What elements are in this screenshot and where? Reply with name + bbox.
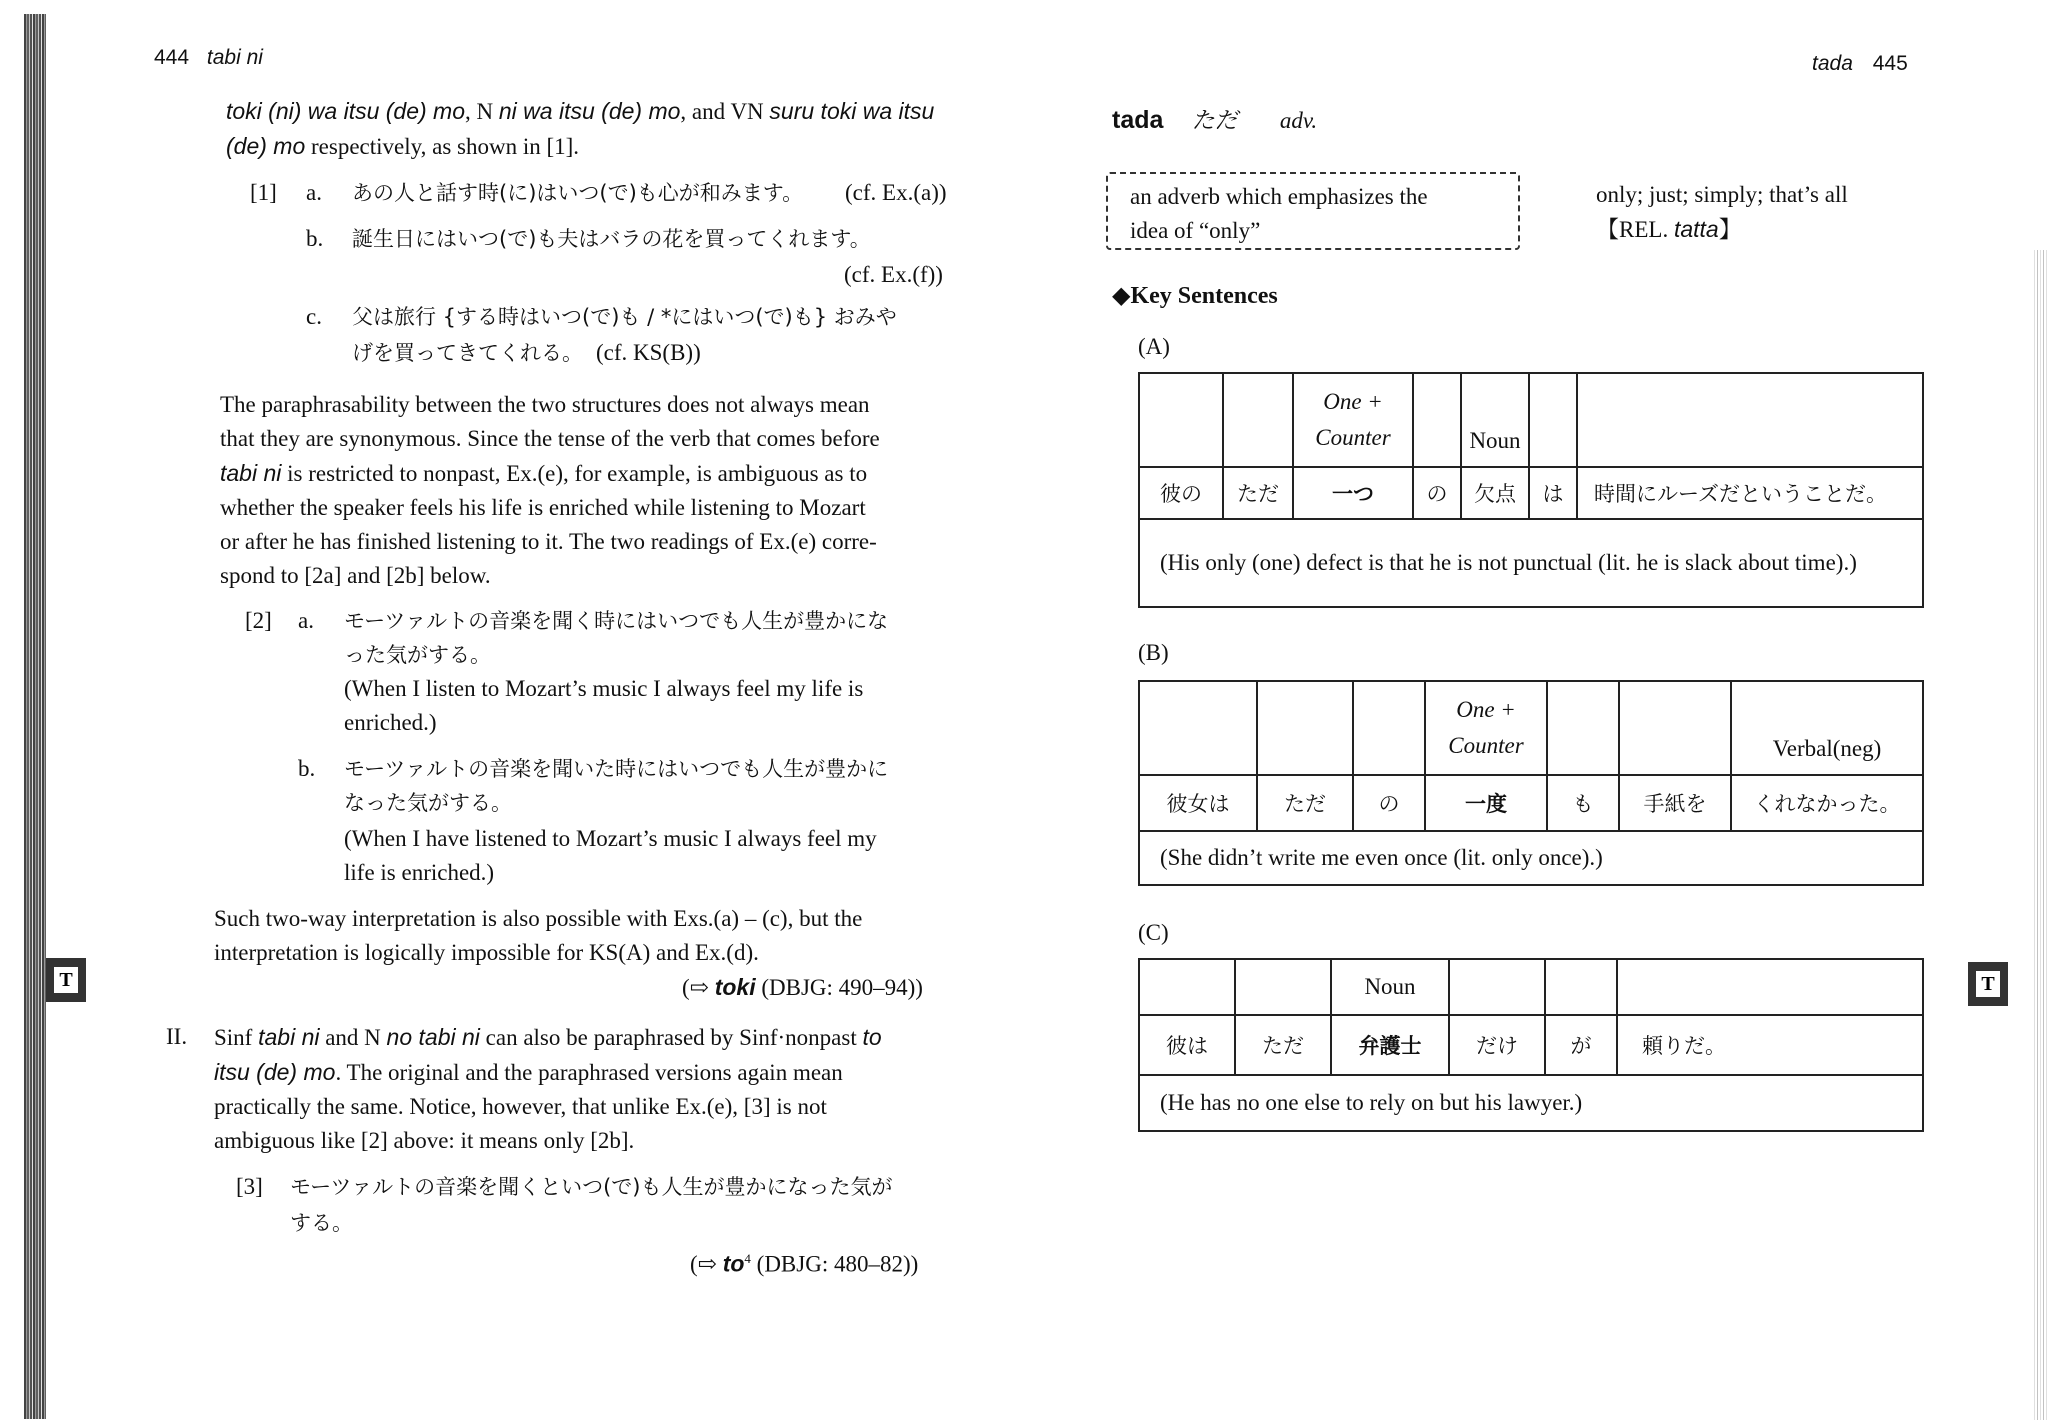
- paragraph-line: that they are synonymous. Since the tense of the verb that comes before: [220, 426, 880, 451]
- cross-reference: [690, 1242, 918, 1282]
- paragraph-line: ambiguous like [2] above: it means only [2b].: [214, 1128, 635, 1153]
- table-cell: 弁護士: [1331, 1015, 1449, 1075]
- paragraph-line: Sinf: [214, 1025, 259, 1050]
- cross-reference: [682, 970, 923, 1005]
- table-cell: ただ: [1235, 1015, 1331, 1075]
- key-sentence-table: [1138, 680, 1924, 886]
- cross-reference-superscript: 4: [744, 1251, 751, 1266]
- paraphrase-paragraph: [220, 388, 970, 593]
- table-cell: 彼の: [1139, 467, 1223, 519]
- cross-reference-text: (DBJG: 480–82)): [750, 1251, 919, 1277]
- key-sentence-table: [1138, 958, 1924, 1132]
- paragraph-line: whether the speaker feels his life is enriched while listening to Mozart: [220, 495, 866, 520]
- paragraph-form: no tabi ni: [386, 1024, 480, 1050]
- example-reference: (cf. Ex.(a)): [845, 180, 947, 205]
- table-header-cell: Noun: [1331, 959, 1449, 1015]
- example-translation: life is enriched.): [344, 860, 495, 885]
- cross-reference-arrow: (⇨: [690, 1251, 723, 1277]
- table-header-row: [1139, 959, 1923, 1015]
- translation-cell: (He has no one else to rely on but his lawyer.): [1139, 1075, 1923, 1131]
- translation-cell: (His only (one) defect is that he is not punctual (lit. he is slack about time).): [1139, 519, 1923, 607]
- example-label: b.: [298, 756, 316, 781]
- table-header-cell: [1257, 681, 1353, 775]
- example-japanese: げを買ってきてくれる。: [352, 341, 583, 365]
- related-label: 【REL.: [1596, 217, 1674, 242]
- paragraph-form: tabi ni: [220, 460, 282, 486]
- example-label: a.: [298, 608, 314, 633]
- gloss: [1596, 178, 1848, 247]
- example-reference: (cf. KS(B)): [596, 340, 701, 365]
- table-header-cell: [1139, 373, 1223, 467]
- cross-reference-arrow: (⇨: [682, 975, 715, 1000]
- table-cell: 彼は: [1139, 1015, 1235, 1075]
- intro-text: respectively, as shown in [1].: [305, 134, 580, 159]
- example-translation: enriched.): [344, 710, 437, 735]
- related-word: tatta: [1673, 216, 1719, 242]
- table-header-row: [1139, 681, 1923, 775]
- intro-text: , and VN: [680, 99, 770, 124]
- table-cell: 時間にルーズだということだ。: [1577, 467, 1923, 519]
- table-header-cell: [1619, 681, 1731, 775]
- table-cell: ただ: [1257, 775, 1353, 831]
- table-header-cell: [1547, 681, 1619, 775]
- table-label: (A): [1138, 334, 1170, 359]
- left-page-header: [154, 46, 263, 70]
- example-number: [1]: [250, 180, 277, 205]
- page-scan-edge-right: [2034, 250, 2048, 1420]
- table-row: [1139, 1015, 1923, 1075]
- table-note-row: [1139, 519, 1923, 607]
- table-cell: 欠点: [1461, 467, 1529, 519]
- cross-reference-text: (DBJG: 490–94)): [755, 975, 923, 1000]
- section-number: II.: [166, 1024, 188, 1049]
- table-label: (C): [1138, 920, 1169, 945]
- thumb-index-tab: [46, 958, 86, 1002]
- table-header-cell: Noun: [1461, 373, 1529, 467]
- intro-paragraph: [226, 94, 966, 164]
- table-cell: 一つ: [1293, 467, 1413, 519]
- table-header-cell: [1449, 959, 1545, 1015]
- table-header-cell: [1353, 681, 1425, 775]
- page-number: 444: [154, 46, 190, 69]
- table-cell: 一度: [1425, 775, 1547, 831]
- running-head: tabi ni: [206, 46, 263, 69]
- key-sentence-table: [1138, 372, 1924, 608]
- table-header-cell: [1529, 373, 1577, 467]
- cross-reference-word: to: [722, 1250, 745, 1277]
- page-scan-edge: [24, 14, 46, 1419]
- example-label: a.: [306, 180, 322, 205]
- table-header-cell: [1139, 959, 1235, 1015]
- table-cell: の: [1353, 775, 1425, 831]
- table-header-cell: [1235, 959, 1331, 1015]
- table-header-cell: [1425, 681, 1547, 775]
- right-page-header: [1812, 52, 1908, 76]
- paragraph-line: or after he has finished listening to it. The two readings of Ex.(e) corre-: [220, 529, 877, 554]
- interpretation-paragraph: [214, 902, 974, 970]
- related-bracket: 】: [1718, 217, 1742, 242]
- page-number: 445: [1872, 52, 1908, 75]
- intro-form: ni wa itsu (de) mo: [498, 98, 681, 124]
- example-reference: (cf. Ex.(f)): [844, 262, 943, 287]
- example-number: [2]: [245, 608, 272, 633]
- entry-word: tada: [1112, 106, 1164, 134]
- table-header-cell: [1545, 959, 1617, 1015]
- intro-form: suru toki wa itsu: [769, 98, 935, 124]
- table-row: [1139, 467, 1923, 519]
- table-header-cell: [1139, 681, 1257, 775]
- intro-form: (de) mo: [226, 133, 306, 159]
- entry-kana: ただ: [1191, 108, 1238, 134]
- table-cell: が: [1545, 1015, 1617, 1075]
- example-translation: (When I have listened to Mozart’s music I always feel my: [344, 826, 877, 851]
- key-sentences-heading: ◆Key Sentences: [1112, 283, 1278, 309]
- paragraph-line: and N: [319, 1025, 387, 1050]
- gloss-line: only; just; simply; that’s all: [1596, 182, 1848, 207]
- table-header-row: [1139, 373, 1923, 467]
- table-cell: だけ: [1449, 1015, 1545, 1075]
- thumb-index-letter: T: [54, 967, 78, 993]
- example-japanese: モーツァルトの音楽を聞いた時にはいつでも人生が豊かに: [344, 757, 889, 781]
- table-cell: 手紙を: [1619, 775, 1731, 831]
- table-header-cell: [1223, 373, 1293, 467]
- example-translation: (When I listen to Mozart’s music I always feel my life is: [344, 676, 864, 701]
- paragraph-line: spond to [2a] and [2b] below.: [220, 563, 491, 588]
- example-number: [3]: [236, 1174, 263, 1199]
- table-note-row: [1139, 831, 1923, 885]
- example-japanese: なった気がする。: [344, 791, 512, 815]
- table-header-cell: [1617, 959, 1923, 1015]
- header-text: One + Counter: [1315, 389, 1391, 450]
- table-header-cell: [1577, 373, 1923, 467]
- intro-form: toki (ni) wa itsu (de) mo: [226, 98, 466, 124]
- table-label: (B): [1138, 640, 1169, 665]
- table-cell: は: [1529, 467, 1577, 519]
- table-header-cell: [1293, 373, 1413, 467]
- example-japanese: あの人と話す時(に)はいつ(で)も心が和みます。: [352, 181, 804, 205]
- definition-line: idea of “only”: [1130, 218, 1261, 243]
- table-note-row: [1139, 1075, 1923, 1131]
- definition-line: an adverb which emphasizes the: [1130, 184, 1428, 209]
- paragraph-line: is restricted to nonpast, Ex.(e), for example, is ambiguous as to: [281, 461, 868, 486]
- entry-headword: [1112, 102, 1317, 135]
- table-header-cell: Verbal(neg): [1731, 681, 1923, 775]
- example-japanese: った気がする。: [344, 643, 491, 667]
- running-head: tada: [1812, 52, 1853, 75]
- header-text: One + Counter: [1448, 697, 1524, 758]
- example-japanese: する。: [290, 1211, 353, 1235]
- paragraph-line: Such two-way interpretation is also possible with Exs.(a) – (c), but the: [214, 906, 863, 931]
- table-cell: も: [1547, 775, 1619, 831]
- table-cell: 頼りだ。: [1617, 1015, 1923, 1075]
- paragraph-form: itsu (de) mo: [214, 1059, 336, 1085]
- paragraph-line: . The original and the paraphrased versions again mean: [335, 1060, 843, 1085]
- thumb-index-tab: [1968, 962, 2008, 1006]
- example-label: b.: [306, 226, 324, 251]
- translation-cell: (She didn’t write me even once (lit. only once).): [1139, 831, 1923, 885]
- paragraph-line: The paraphrasability between the two structures does not always mean: [220, 392, 870, 417]
- section-2-paragraph: [214, 1020, 974, 1158]
- example-label: c.: [306, 304, 322, 329]
- definition-box: [1106, 172, 1520, 250]
- table-cell: の: [1413, 467, 1461, 519]
- paragraph-line: can also be paraphrased by Sinf·nonpast: [479, 1025, 863, 1050]
- cross-reference-word: toki: [714, 974, 756, 1000]
- table-cell: 彼女は: [1139, 775, 1257, 831]
- paragraph-line: interpretation is logically impossible for KS(A) and Ex.(d).: [214, 940, 759, 965]
- thumb-index-letter: T: [1976, 971, 2000, 997]
- table-cell: くれなかった。: [1731, 775, 1923, 831]
- intro-text: , N: [465, 99, 499, 124]
- example-japanese: モーツァルトの音楽を聞くといつ(で)も人生が豊かになった気が: [290, 1175, 893, 1199]
- example-japanese: モーツァルトの音楽を聞く時にはいつでも人生が豊かにな: [344, 609, 889, 633]
- paragraph-form: tabi ni: [258, 1024, 320, 1050]
- table-cell: ただ: [1223, 467, 1293, 519]
- table-header-cell: [1413, 373, 1461, 467]
- paragraph-form: to: [862, 1024, 882, 1050]
- paragraph-line: practically the same. Notice, however, that unlike Ex.(e), [3] is not: [214, 1094, 827, 1119]
- example-japanese: 父は旅行 {する時はいつ(で)も / *にはいつ(で)も} おみや: [352, 305, 897, 329]
- entry-part-of-speech: adv.: [1279, 108, 1318, 133]
- table-row: [1139, 775, 1923, 831]
- example-japanese: 誕生日にはいつ(で)も夫はバラの花を買ってくれます。: [352, 227, 871, 251]
